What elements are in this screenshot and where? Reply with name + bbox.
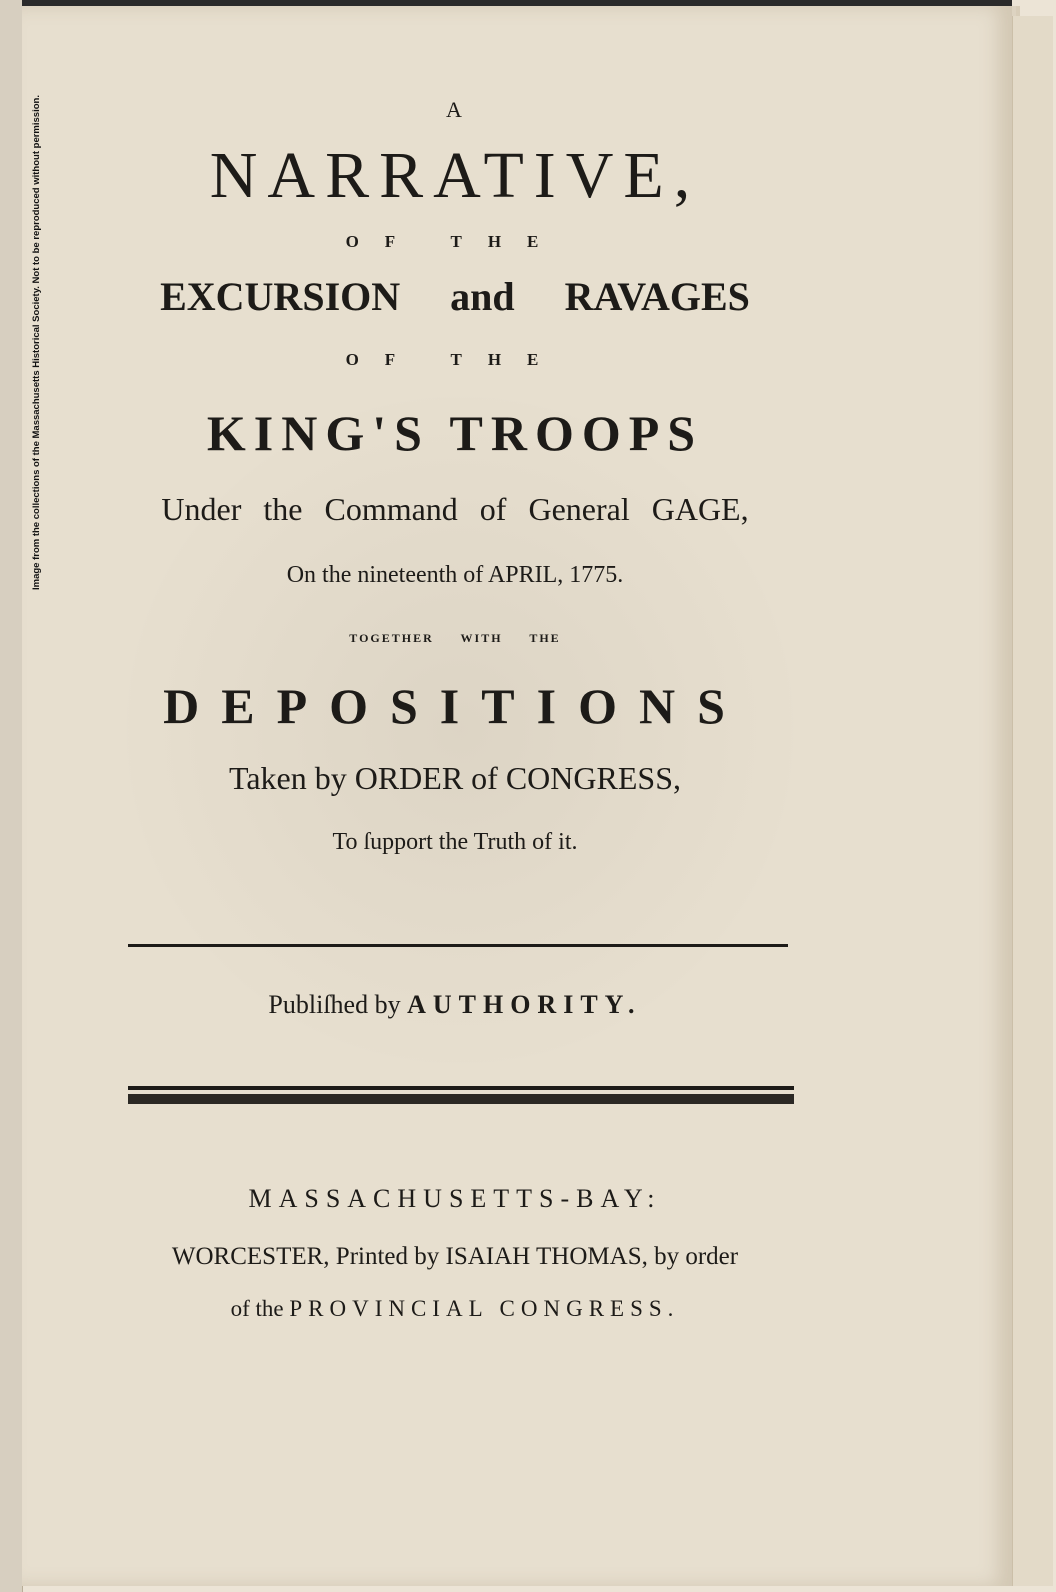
authority-word: AUTHORITY. [407,990,642,1019]
thick-rule-bottom [128,1094,794,1104]
of-the-line-1: OF THE [345,232,565,251]
date-line: On the nineteenth of APRIL, 1775. [286,562,624,588]
imprint-congress-line [110,1284,800,1334]
taken-by-line: Taken by ORDER of CONGRESS, [229,760,681,796]
imprint-of-the: of the [230,1296,284,1321]
depositions-line: DEPOSITIONS [163,678,747,734]
imprint-congress: PROVINCIAL CONGRESS. [289,1296,680,1321]
title-block [110,90,800,874]
thick-rule-top [128,1086,794,1090]
kings-troops-line: KING'S TROOPS [206,405,704,461]
support-truth-line: To ſupport the Truth of it. [332,829,578,855]
command-line: Under the Command of General GAGE, [161,491,749,527]
book-binding [0,0,23,1592]
together-with-line: TOGETHER WITH THE [349,631,561,645]
imprint-block [110,1168,800,1334]
page-edge-strip [1012,16,1053,1586]
thin-rule [128,944,788,947]
title-article: A [446,97,464,122]
thick-double-rule [128,1086,794,1106]
published-line [110,990,800,1020]
published-prefix: Publiſhed by [268,990,401,1019]
title-narrative: NARRATIVE, [209,139,701,212]
copyright-watermark: Image from the collections of the Massachusetts Historical Society. Not to be reproduced without permission. [31,95,42,590]
excursion-ravages-line: EXCURSION and RAVAGES [160,274,750,319]
imprint-place: MASSACHUSETTS-BAY: [248,1184,662,1213]
imprint-printer: WORCESTER, Printed by ISAIAH THOMAS, by order [171,1243,739,1270]
of-the-line-2: OF THE [345,350,565,369]
